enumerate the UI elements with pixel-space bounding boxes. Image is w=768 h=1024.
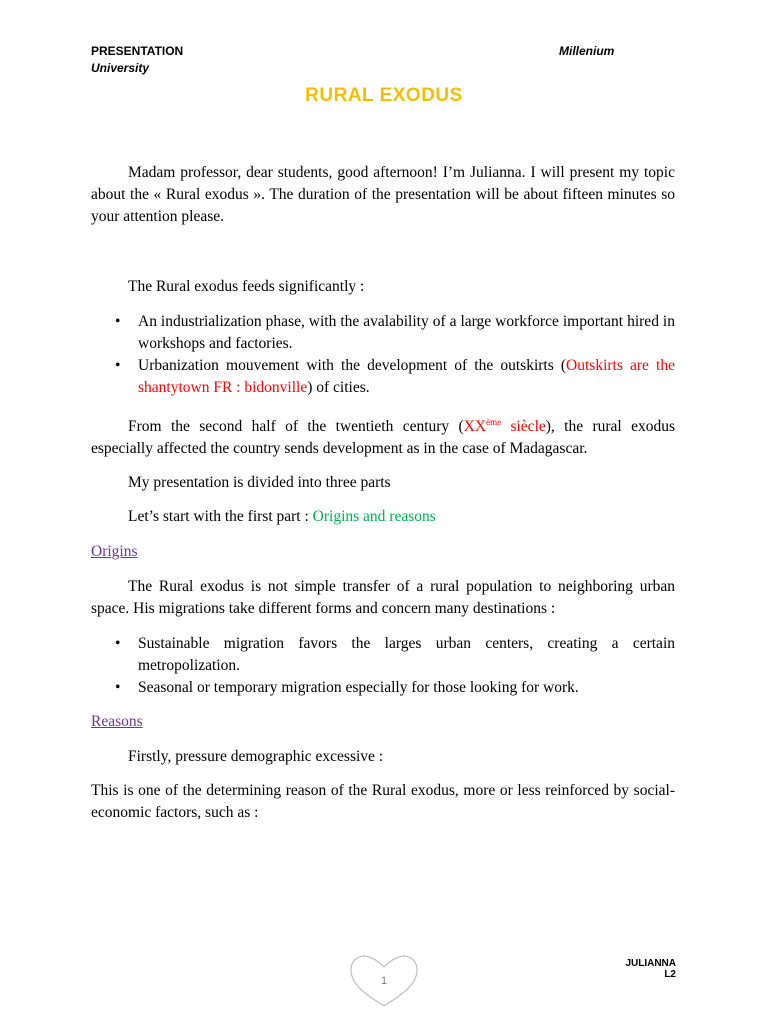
century-superscript: ème — [486, 417, 502, 427]
origins-paragraph: The Rural exodus is not simple transfer of a rural population to neighboring urban space. His migrations take different forms and concern many destinations : — [91, 578, 675, 618]
reasons-heading — [91, 711, 675, 733]
feeds-bullet-2-note: Outskirts are the shantytown FR : bidonville — [138, 357, 675, 396]
list-item — [91, 355, 675, 399]
feeds-intro: The Rural exodus feeds significantly : — [128, 278, 365, 295]
document-body — [91, 162, 675, 824]
header-left — [91, 43, 183, 77]
origins-bullet-2: Seasonal or temporary migration especially for those looking for work. — [138, 679, 579, 697]
divided-paragraph: My presentation is divided into three parts — [128, 474, 391, 492]
century-xx: XX — [463, 418, 487, 436]
second-half-pre: From the second half of the twentieth century ( — [128, 418, 464, 436]
list-item — [91, 311, 675, 355]
origins-bullet-1: Sustainable migration favors the larges urban centers, creating a certain metropolization. — [138, 635, 675, 675]
feeds-bullet-2-post: ) of cities. — [307, 379, 370, 396]
document-title: RURAL EXODUS — [305, 85, 463, 106]
intro-paragraph: Madam professor, dear students, good afternoon! I’m Julianna. I will present my topic about the « Rural exodus ». The duration of the presentation will be about fifteen minutes so your attention please. — [91, 164, 675, 225]
start-highlight: Origins and reasons — [312, 508, 436, 526]
origins-list — [91, 633, 675, 699]
bullet-icon: • — [115, 635, 121, 653]
reasons-heading-text: Reasons — [91, 713, 143, 731]
header-presentation: PRESENTATION — [91, 44, 184, 58]
second-half-paragraph — [91, 411, 675, 460]
bullet-icon: • — [115, 679, 121, 697]
bullet-icon: • — [115, 313, 121, 330]
century-siecle: siècle — [501, 418, 546, 436]
list-item — [91, 633, 675, 677]
list-item — [91, 677, 675, 699]
feeds-bullet-2-pre: Urbanization mouvement with the development of the outskirts ( — [138, 357, 567, 374]
header-millenium: Millenium — [559, 44, 615, 58]
origins-heading-text: Origins — [91, 543, 138, 561]
footer-level: L2 — [664, 969, 676, 980]
footer-author — [625, 958, 676, 980]
bullet-icon: • — [115, 357, 121, 374]
feeds-list — [91, 311, 675, 399]
second-half-post: ), the rural exodus especially affected the country sends development as in the case of Madagascar. — [91, 418, 675, 458]
feeds-bullet-1: An industrialization phase, with the avalability of a large workforce important hired in workshops and factories. — [138, 313, 675, 352]
start-pre: Let’s start with the first part : — [128, 508, 313, 526]
origins-heading — [91, 541, 675, 563]
footer-name: JULIANNA — [625, 958, 676, 969]
reasons-paragraph: This is one of the determining reason of the Rural exodus, more or less reinforced by social-economic factors, such as : — [91, 782, 675, 822]
start-paragraph — [91, 506, 675, 528]
reasons-firstly: Firstly, pressure demographic excessive : — [128, 748, 384, 766]
header-university: University — [91, 61, 150, 75]
page-number: 1 — [380, 975, 388, 987]
